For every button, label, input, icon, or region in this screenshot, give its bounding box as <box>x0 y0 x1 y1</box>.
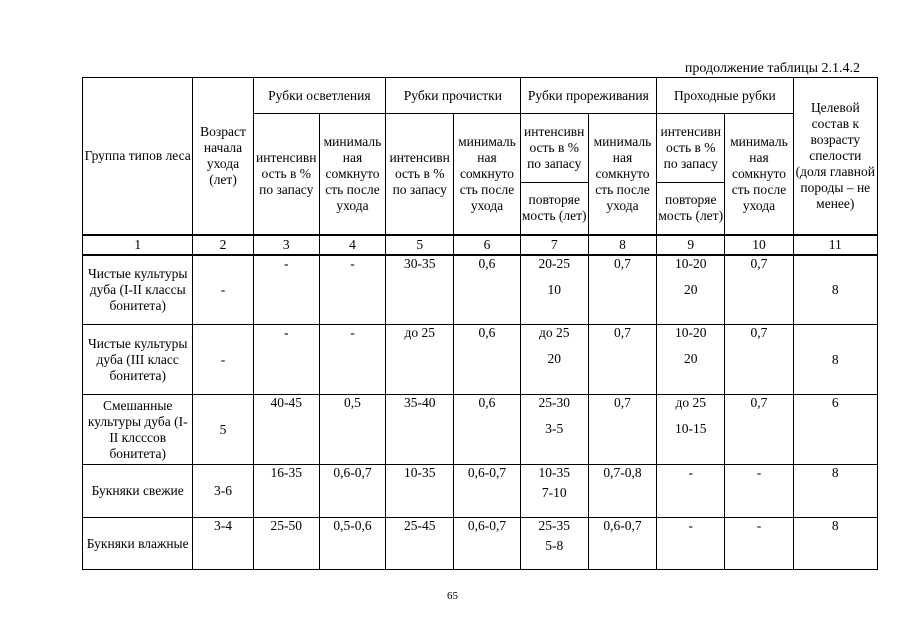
row-target: 8 <box>793 518 877 570</box>
header-target-composition: Целевой состав к возрасту спелости (доля главной породы – не менее) <box>793 78 877 235</box>
header-closure: минималь ная сомкнуто сть после ухода <box>319 114 385 235</box>
row-closure: 0,6 <box>454 395 520 465</box>
header-intensity: интенсивн ость в % по запасу <box>386 114 454 235</box>
row-target: 8 <box>793 255 877 325</box>
row-age: 3-4 <box>193 518 253 570</box>
col-number: 7 <box>520 235 588 255</box>
row-closure: 0,7-0,8 <box>588 465 656 518</box>
row-closure: 0,7 <box>725 325 793 395</box>
value: 20-25 <box>538 255 570 271</box>
row-target: 8 <box>793 465 877 518</box>
row-closure: - <box>725 465 793 518</box>
row-group: Чистые культуры дуба (III класс бонитета) <box>83 325 193 395</box>
header-closure: минималь ная сомкнуто сть после ухода <box>454 114 520 235</box>
page-number: 65 <box>447 590 458 602</box>
col-number: 1 <box>83 235 193 255</box>
row-closure: 0,6-0,7 <box>588 518 656 570</box>
header-repeat: повторяе мость (лет) <box>657 183 725 235</box>
header-osvetleniya: Рубки осветления <box>253 78 385 114</box>
header-prochistki: Рубки прочистки <box>386 78 521 114</box>
header-intensity: интенсивн ость в % по запасу <box>253 114 319 235</box>
header-prokhodnye: Проходные рубки <box>657 78 794 114</box>
table-caption: продолжение таблицы 2.1.4.2 <box>684 61 860 76</box>
header-closure: минималь ная сомкнуто сть после ухода <box>588 114 656 235</box>
row-intensity-repeat: - <box>657 465 725 518</box>
row-intensity-repeat <box>520 395 588 465</box>
row-closure: 0,7 <box>725 395 793 465</box>
value: до 25 <box>538 325 570 340</box>
row-closure: 0,5-0,6 <box>319 518 385 570</box>
row-closure: 0,7 <box>588 395 656 465</box>
row-group: Смешанные культуры дуба (I-II клсссов бонитета) <box>83 395 193 465</box>
row-intensity: 30-35 <box>386 255 454 325</box>
row-closure: 0,6 <box>454 255 520 325</box>
row-closure: 0,5 <box>319 395 385 465</box>
row-closure: 0,6-0,7 <box>454 518 520 570</box>
row-intensity: 10-35 <box>386 465 454 518</box>
row-target: 6 <box>793 395 877 465</box>
row-intensity: 25-50 <box>253 518 319 570</box>
value: 10-35 <box>538 465 570 480</box>
table-row <box>83 325 878 395</box>
row-age: - <box>193 255 253 325</box>
col-number: 4 <box>319 235 385 255</box>
row-intensity: - <box>253 255 319 325</box>
row-closure: 0,7 <box>588 255 656 325</box>
header-group: Группа типов леса <box>83 78 193 235</box>
value: 20 <box>683 281 698 297</box>
value: 20 <box>547 351 561 366</box>
row-intensity: 40-45 <box>253 395 319 465</box>
row-closure: 0,6-0,7 <box>319 465 385 518</box>
header-closure: минималь ная сомкнуто сть после ухода <box>725 114 793 235</box>
col-number: 6 <box>454 235 520 255</box>
forest-care-table <box>82 77 878 570</box>
row-intensity: 35-40 <box>386 395 454 465</box>
row-intensity-repeat <box>520 465 588 518</box>
value: 20 <box>683 351 698 366</box>
row-closure: 0,6-0,7 <box>454 465 520 518</box>
row-intensity: 16-35 <box>253 465 319 518</box>
col-number: 2 <box>193 235 253 255</box>
row-intensity-repeat <box>657 255 725 325</box>
col-number: 3 <box>253 235 319 255</box>
header-repeat: повторяе мость (лет) <box>520 183 588 235</box>
row-age: 5 <box>193 395 253 465</box>
value: 10-15 <box>674 421 707 436</box>
value: 10-20 <box>674 255 707 271</box>
row-group: Чистые культуры дуба (I-II классы бонитета) <box>83 255 193 325</box>
row-target: 8 <box>793 325 877 395</box>
row-intensity-repeat <box>657 325 725 395</box>
header-prorezhivaniya: Рубки прореживания <box>520 78 657 114</box>
value: 7-10 <box>541 485 567 500</box>
row-intensity-repeat <box>520 325 588 395</box>
table-row <box>83 465 878 518</box>
value: 25-35 <box>538 518 570 533</box>
value: 10-20 <box>674 325 707 340</box>
row-intensity: до 25 <box>386 325 454 395</box>
row-intensity: 25-45 <box>386 518 454 570</box>
value: 25-30 <box>538 395 570 410</box>
value: 3-5 <box>545 421 564 436</box>
header-intensity: интенсивн ость в % по запасу <box>657 114 725 183</box>
value: 5-8 <box>545 538 564 553</box>
value: до 25 <box>675 395 706 410</box>
col-number: 5 <box>386 235 454 255</box>
row-closure: 0,6 <box>454 325 520 395</box>
row-closure: - <box>725 518 793 570</box>
col-number: 8 <box>588 235 656 255</box>
col-number: 9 <box>657 235 725 255</box>
table-row <box>83 255 878 325</box>
row-group: Букняки свежие <box>83 465 193 518</box>
row-age: - <box>193 325 253 395</box>
row-intensity-repeat <box>520 255 588 325</box>
header-age-start: Возраст начала ухода (лет) <box>193 78 253 235</box>
table-row <box>83 518 878 570</box>
row-closure: - <box>319 325 385 395</box>
row-intensity-repeat <box>657 395 725 465</box>
row-age: 3-6 <box>193 465 253 518</box>
row-closure: - <box>319 255 385 325</box>
row-intensity-repeat <box>520 518 588 570</box>
col-number: 10 <box>725 235 793 255</box>
row-intensity: - <box>253 325 319 395</box>
row-closure: 0,7 <box>725 255 793 325</box>
table-row <box>83 395 878 465</box>
value: 10 <box>547 281 561 297</box>
row-closure: 0,7 <box>588 325 656 395</box>
row-intensity-repeat: - <box>657 518 725 570</box>
header-intensity: интенсивн ость в % по запасу <box>520 114 588 183</box>
row-group: Букняки влажные <box>83 518 193 570</box>
col-number: 11 <box>793 235 877 255</box>
